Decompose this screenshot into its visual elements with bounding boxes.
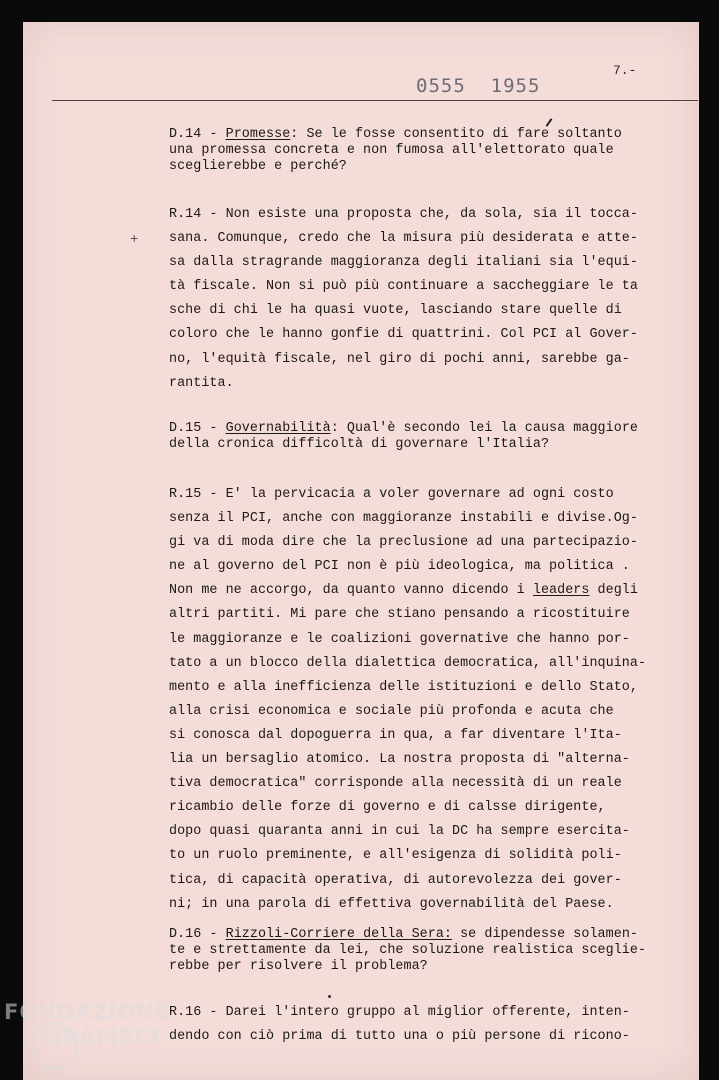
answer-line: R.15 - E' la pervicacia a voler governare ad ogni costo <box>169 487 614 502</box>
watermark-line: GRAMSCI <box>44 1025 160 1049</box>
answer-line: altri partiti. Mi pare che stiano pensando a ricostituire <box>169 607 630 623</box>
question-text: se dipendesse solamen- <box>452 927 638 942</box>
question-label: D.14 - <box>169 127 226 142</box>
answer-line: si conosca dal dopoguerra in qua, a far diventare l'Ita- <box>169 727 622 743</box>
answer-line: sche di chi le ha quasi vuote, lasciando stare quelle di <box>169 303 622 319</box>
answer-line: tica, di capacità operativa, di autorevolezza dei gover- <box>169 872 622 888</box>
answer-line: R.16 - Darei l'intero gruppo al miglior offerente, inten- <box>169 1005 630 1020</box>
question-label: D.16 - <box>169 927 226 942</box>
page-number: 7.- <box>613 63 637 78</box>
header-rule <box>52 100 698 101</box>
answer-line: no, l'equità fiscale, nel giro di pochi anni, sarebbe ga- <box>169 351 630 367</box>
answer-line: ne al governo del PCI non è più ideologica, ma politica . <box>169 559 630 575</box>
answer-line: tiva democratica" corrisponde alla necessità di un reale <box>169 776 622 792</box>
answer-line: tato a un blocco della dialettica democratica, all'inquina- <box>169 655 647 671</box>
question-d15 <box>169 421 649 453</box>
margin-mark: + <box>130 232 139 248</box>
answer-line: le maggioranze e le coalizioni governative che hanno por- <box>169 631 630 647</box>
answer-r15 <box>169 483 649 917</box>
answer-line: to un ruolo preminente, e all'esigenza di solidità poli- <box>169 848 622 864</box>
question-text: rebbe per risolvere il problema? <box>169 959 428 974</box>
question-topic: Promesse <box>225 127 291 142</box>
answer-line: senza il PCI, anche con maggioranze instabili e divise.Og- <box>169 511 638 527</box>
question-text: : Qual'è secondo lei la causa maggiore <box>330 421 638 436</box>
question-d16 <box>169 927 649 975</box>
watermark-line: FONDAZIONE <box>4 1000 171 1024</box>
answer-line: tà fiscale. Non si può più continuare a saccheggiare le ta <box>169 279 638 295</box>
question-topic: Governabilità <box>225 421 331 436</box>
answer-line: mento e alla inefficienza delle istituzioni e dello Stato, <box>169 679 638 695</box>
watermark <box>4 1000 170 1050</box>
answer-line: alla crisi economica e sociale più profonda e acuta che <box>169 703 614 719</box>
answer-line: lia un bersaglio atomico. La nostra proposta di "alterna- <box>169 752 630 768</box>
question-d14 <box>169 127 649 175</box>
answer-text: Non me ne accorgo, da quanto vanno dicendo i <box>169 583 533 599</box>
answer-r14 <box>169 203 649 396</box>
underlined-term: leaders <box>532 583 590 599</box>
answer-text: degli <box>589 583 638 599</box>
answer-line: gi va di moda dire che la preclusione ad una partecipazio- <box>169 535 638 551</box>
question-text: della cronica difficoltà di governare l'Italia? <box>169 437 550 452</box>
question-label: D.15 - <box>169 421 226 436</box>
question-topic: Rizzoli-Corriere della Sera: <box>225 927 453 942</box>
answer-line: sa dalla stragrande maggioranza degli italiani sia l'equi- <box>169 255 638 271</box>
answer-line: sana. Comunque, credo che la misura più desiderata e atte- <box>169 231 638 247</box>
question-text: e- <box>629 943 647 958</box>
answer-line: R.14 - Non esiste una proposta che, da sola, sia il tocca- <box>169 207 638 222</box>
question-text: : Se le fosse consentito di fare soltanto <box>290 127 622 142</box>
answer-line: dendo con ciò prima di tutto una o più persone di ricono- <box>169 1029 630 1045</box>
answer-line: coloro che le hanno gonfie di quattrini. Col PCI al Gover- <box>169 327 638 343</box>
answer-line: ni; in una parola di effettiva governabilità del Paese. <box>169 896 614 912</box>
answer-line: ricambio delle forze di governo e di calsse dirigente, <box>169 800 606 816</box>
answer-line: rantita. <box>169 375 234 391</box>
question-text: te e strettamente da lei, che soluzione realistica scegli <box>169 943 630 958</box>
answer-line: dopo quasi quaranta anni in cui la DC ha sempre esercita- <box>169 824 630 840</box>
question-text: sceglierebbe e perché? <box>169 159 347 174</box>
answer-r16 <box>169 1001 649 1049</box>
archive-stamp: 0555 1955 <box>416 75 541 97</box>
question-text: una promessa concreta e non fumosa all'elettorato quale <box>169 143 614 158</box>
ink-speck <box>328 995 331 998</box>
